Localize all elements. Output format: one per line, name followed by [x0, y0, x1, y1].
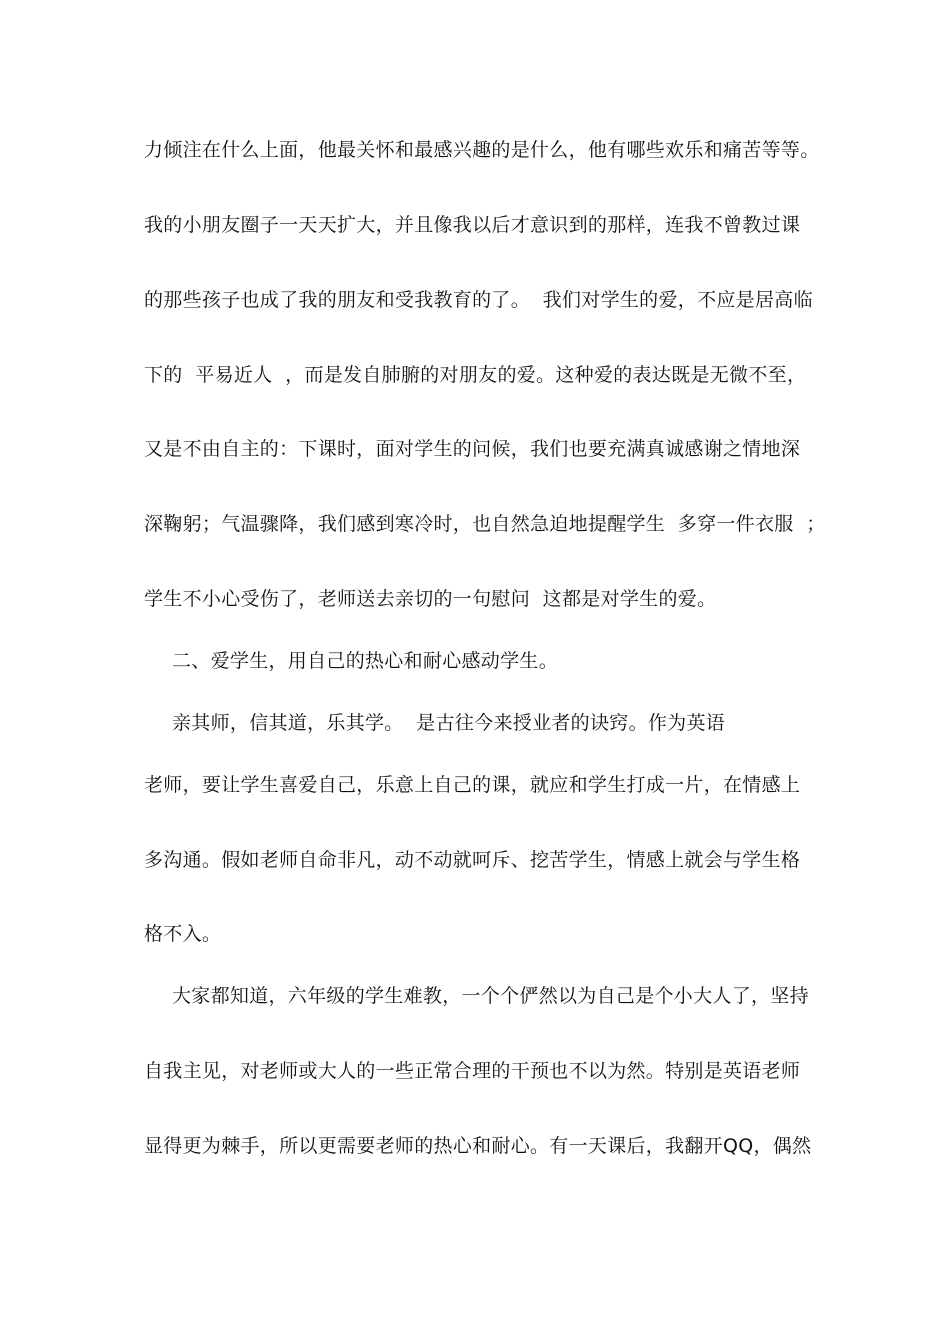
- text-line: 力倾注在什么上面，他最关怀和最感兴趣的是什么，他有哪些欢乐和痛苦等等。: [144, 139, 820, 161]
- text-line: 的那些孩子也成了我的朋友和受我教育的了。 我们对学生的爱，不应是居高临: [144, 289, 813, 311]
- text-line: 显得更为棘手，所以更需要老师的热心和耐心。有一天课后，我翻开QQ，偶然: [144, 1135, 812, 1157]
- text-line: 老师，要让学生喜爱自己，乐意上自己的课，就应和学生打成一片，在情感上: [144, 774, 801, 796]
- text-line: 我的小朋友圈子一天天扩大，并且像我以后才意识到的那样，连我不曾教过课: [144, 214, 801, 236]
- text-line: 下的 平易近人 ，而是发自肺腑的对朋友的爱。这种爱的表达既是无微不至，: [144, 364, 807, 386]
- text-line: 大家都知道，六年级的学生难教，一个个俨然以为自己是个小大人了，坚持: [172, 985, 809, 1007]
- text-line: 学生不小心受伤了，老师送去亲切的一句慰问 这都是对学生的爱。: [144, 588, 717, 610]
- text-line: 深鞠躬；气温骤降，我们感到寒冷时，也自然急迫地提醒学生 多穿一件衣服 ；: [144, 513, 826, 535]
- text-line: 多沟通。假如老师自命非凡，动不动就呵斥、挖苦学生，情感上就会与学生格: [144, 849, 801, 871]
- text-line: 亲其师，信其道，乐其学。 是古往今来授业者的诀窍。作为英语: [172, 712, 726, 734]
- text-line: 又是不由自主的：下课时，面对学生的问候，我们也要充满真诚感谢之情地深: [144, 438, 801, 460]
- section-heading: 二、爱学生，用自己的热心和耐心感动学生。: [172, 650, 559, 672]
- text-line: 自我主见，对老师或大人的一些正常合理的干预也不以为然。特别是英语老师: [144, 1060, 801, 1082]
- text-line: 格不入。: [144, 923, 222, 945]
